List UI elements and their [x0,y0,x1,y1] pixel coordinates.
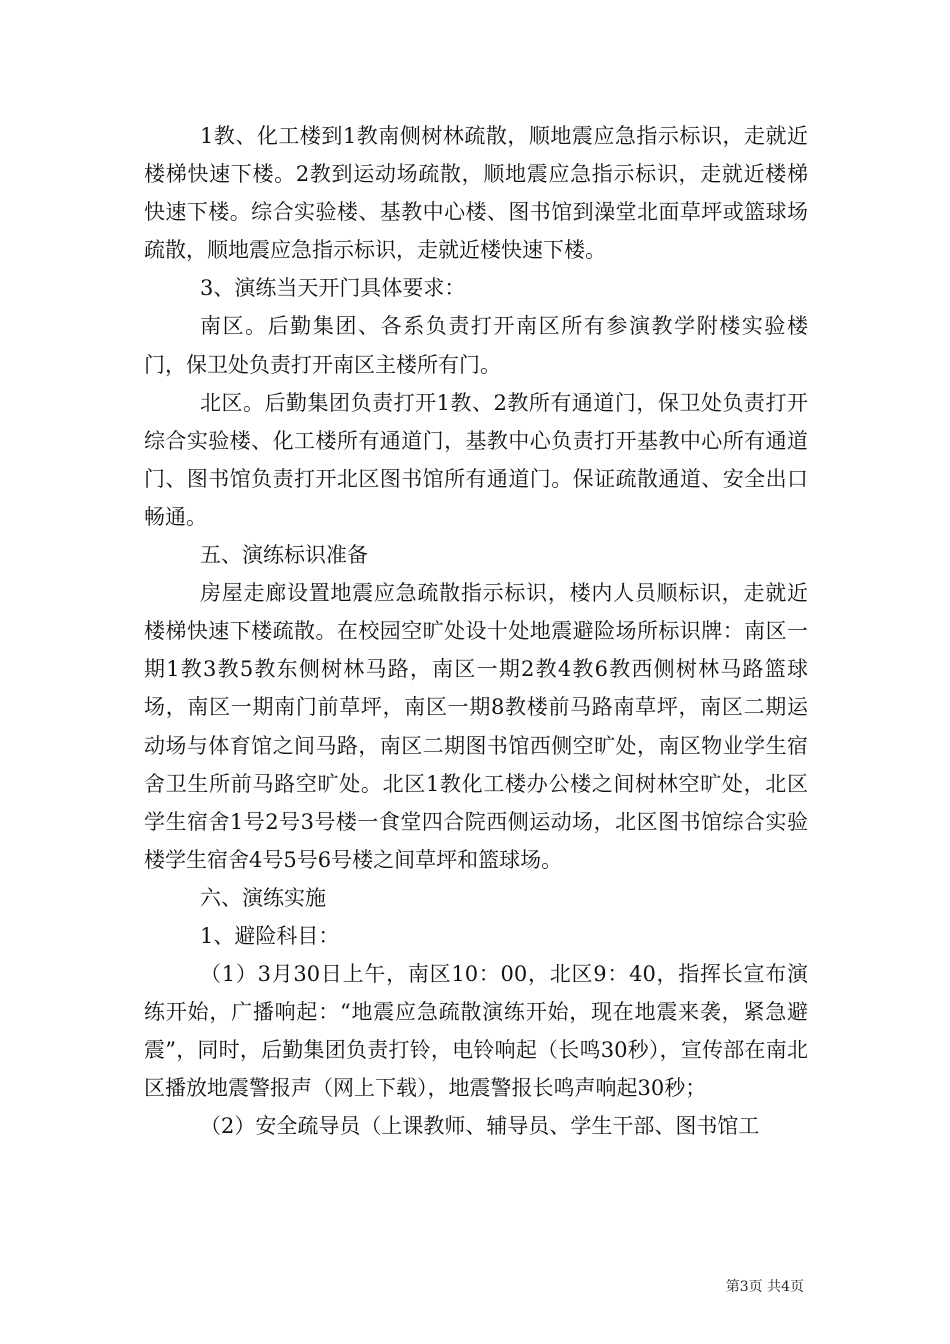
paragraph-north-area-doors: 北区。后勤集团负责打开1教、2教所有通道门，保卫处负责打开综合实验楼、化工楼所有通道门，基教中心负责打开基教中心所有通道门、图书馆负责打开北区图书馆所有通道门。保证疏散通道、安全出口畅通。 [144,390,808,529]
paragraph-evacuation-routes-north: 1教、化工楼到1教南侧树林疏散，顺地震应急指示标识，走就近楼梯快速下楼。2教到运动场疏散，顺地震应急指示标识，走就近楼梯快速下楼。综合实验楼、基教中心楼、图书馆到澡堂北面草坪或篮球场疏散，顺地震应急指示标识，走就近楼快速下楼。 [144,124,808,263]
subheading-avoidance-drill: 1、避险科目： [200,923,340,948]
section-heading-implementation: 六、演练实施 [200,885,326,910]
section-heading-signage: 五、演练标识准备 [200,543,368,568]
paragraph-south-area-doors: 南区。后勤集团、各系负责打开南区所有参演教学附楼实验楼门，保卫处负责打开南区主楼所有门。 [144,314,808,377]
document-page [144,117,808,1146]
page-number-footer: 第3页 共4页 [725,1279,804,1295]
paragraph-drill-step-2: （2）安全疏导员（上课教师、辅导员、学生干部、图书馆工 [200,1114,760,1139]
paragraph-door-requirements-heading: 3、演练当天开门具体要求： [200,276,466,301]
paragraph-drill-step-1: （1）3月30日上午，南区10：00，北区9：40，指挥长宣布演练开始，广播响起：“地震应急疏散演练开始，现在地震来袭，紧急避震”，同时，后勤集团负责打铃，电铃响起（长鸣30秒），宣传部在南北区播放地震警报声（网上下载），地震警报长鸣声响起30秒； [144,962,808,1101]
paragraph-signage-details: 房屋走廊设置地震应急疏散指示标识，楼内人员顺标识，走就近楼梯快速下楼疏散。在校园空旷处设十处地震避险场所标识牌：南区一期1教3教5教东侧树林马路，南区一期2教4教6教西侧树林马路篮球场，南区一期南门前草坪，南区一期8教楼前马路南草坪，南区二期运动场与体育馆之间马路，南区二期图书馆西侧空旷处，南区物业学生宿舍卫生所前马路空旷处。北区1教化工楼办公楼之间树林空旷处，北区学生宿舍1号2号3号楼一食堂四合院西侧运动场，北区图书馆综合实验楼学生宿舍4号5号6号楼之间草坪和篮球场。 [144,581,808,872]
